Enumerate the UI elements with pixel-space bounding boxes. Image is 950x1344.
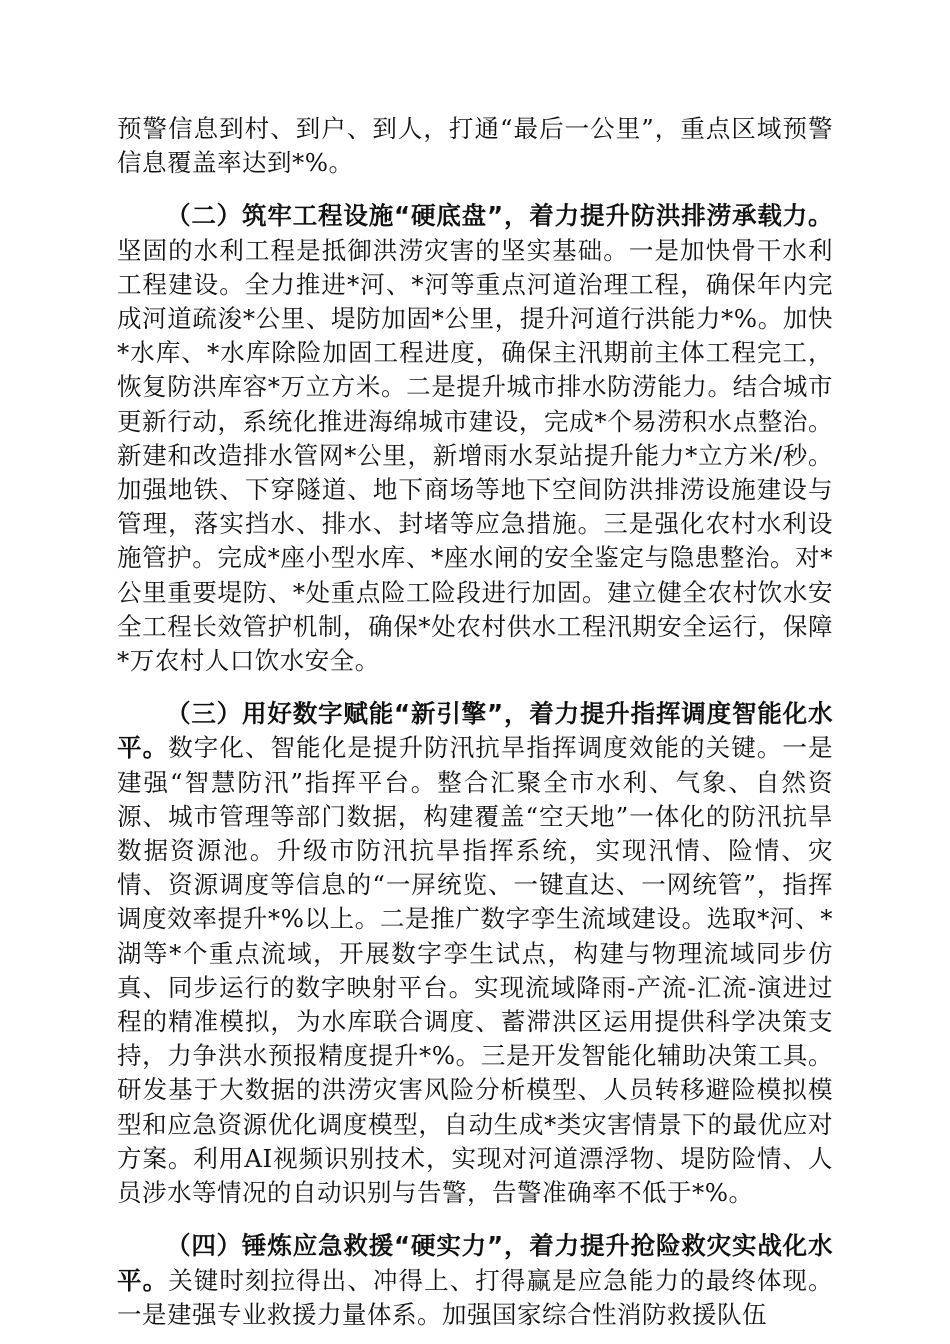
section-3-heading: （三）用好数字赋能“新引擎”，着力提升指挥调度智能化水平。 <box>117 699 833 763</box>
document-page <box>117 112 833 1332</box>
section-4-text: 关键时刻拉得出、冲得上、打得赢是应急能力的最终体现。一是建强专业救援力量体系。加强国家综合性消防救援队伍 <box>117 1265 833 1329</box>
section-3-paragraph <box>117 697 833 1210</box>
paragraph-continuation <box>117 112 833 180</box>
paragraph-text: 预警信息到村、到户、到人，打通“最后一公里”，重点区域预警信息覆盖率达到*%。 <box>117 114 833 178</box>
section-4-paragraph <box>117 1229 833 1332</box>
section-2-paragraph <box>117 199 833 678</box>
section-2-text: 坚固的水利工程是抵御洪涝灾害的坚实基础。一是加快骨干水利工程建设。全力推进*河、*河等重点河道治理工程，确保年内完成河道疏浚*公里、堤防加固*公里，提升河道行洪能力*%。加快*水库、*水库除险加固工程进度，确保主汛期前主体工程完工，恢复防洪库容*万立方米。二是提升城市排水防涝能力。结合城市更新行动，系统化推进海绵城市建设，完成*个易涝积水点整治。新建和改造排水管网*公里，新增雨水泵站提升能力*立方米/秒。加强地铁、下穿隧道、地下商场等地下空间防洪排涝设施建设与管理，落实挡水、排水、封堵等应急措施。三是强化农村水利设施管护。完成*座小型水库、*座水闸的安全鉴定与隐患整治。对*公里重要堤防、*处重点险工险段进行加固。建立健全农村饮水安全工程长效管护机制，确保*处农村供水工程汛期安全运行，保障*万农村人口饮水安全。 <box>117 235 833 676</box>
section-3-text: 数字化、智能化是提升防汛抗旱指挥调度效能的关键。一是建强“智慧防汛”指挥平台。整合汇聚全市水利、气象、自然资源、城市管理等部门数据，构建覆盖“空天地”一体化的防汛抗旱数据资源池。升级市防汛抗旱指挥系统，实现汛情、险情、灾情、资源调度等信息的“一屏统览、一键直达、一网统管”，指挥调度效率提升*%以上。二是推广数字孪生流域建设。选取*河、*湖等*个重点流域，开展数字孪生试点，构建与物理流域同步仿真、同步运行的数字映射平台。实现流域降雨-产流-汇流-演进过程的精准模拟，为水库联合调度、蓄滞洪区运用提供科学决策支持，力争洪水预报精度提升*%。三是开发智能化辅助决策工具。研发基于大数据的洪涝灾害风险分析模型、人员转移避险模拟模型和应急资源优化调度模型，自动生成*类灾害情景下的最优应对方案。利用AI视频识别技术，实现对河道漂浮物、堤防险情、人员涉水等情况的自动识别与告警，告警准确率不低于*%。 <box>117 733 833 1208</box>
section-2-heading: （二）筑牢工程设施“硬底盘”，着力提升防洪排涝承载力。 <box>166 201 833 231</box>
section-4-heading: （四）锤炼应急救援“硬实力”，着力提升抢险救灾实战化水平。 <box>117 1231 833 1295</box>
